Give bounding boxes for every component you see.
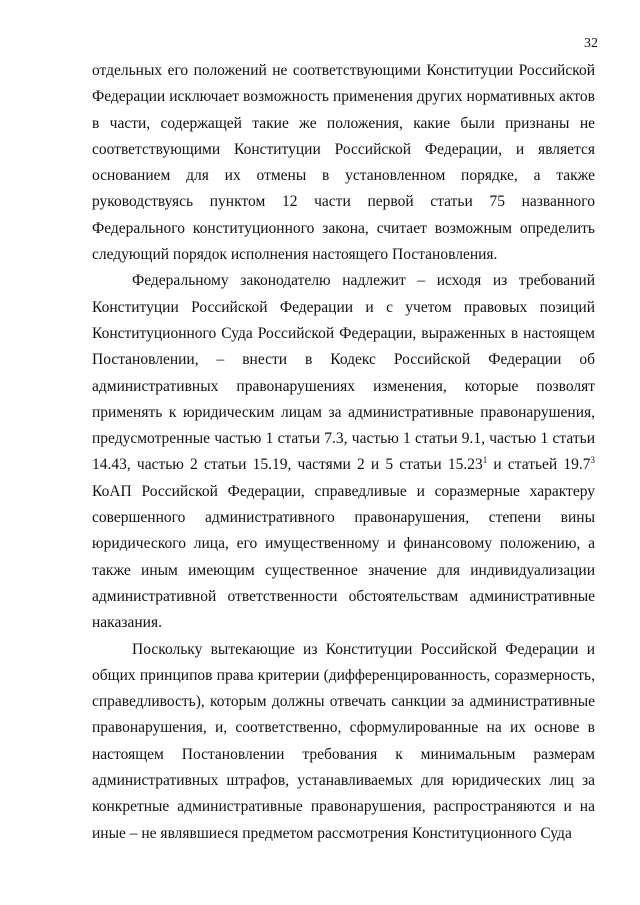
footnote-mark-3: 3 — [590, 455, 595, 466]
paragraph-3 — [92, 637, 595, 847]
paragraph-2 — [92, 268, 595, 636]
paragraph-3-text: Поскольку вытекающие из Конституции Российской Федерации и общих принципов права критерии (дифференцированность, соразмерность, справедливость), которым должны отвечать санкции за административные правонарушения, и, соответственно, сформулированные на их основе в настоящем Постановлении требования к минимальным размерам административных штрафов, устанавливаемых для юридических лиц за конкретные административные правонарушения, распространяются и на иные – не являвшиеся предметом рассмотрения Конституционного Суда — [92, 640, 595, 842]
paragraph-1 — [92, 58, 595, 268]
paragraph-2-text-c: КоАП Российской Федерации, справедливые и соразмерные характеру совершенного административного правонарушения, степени вины юридического лица, его имущественному и финансовому положению, а также иным имеющим существенное значение для индивидуализации административной ответственности обстоятельствам административные наказания. — [92, 482, 595, 632]
body-text — [92, 58, 595, 847]
paragraph-1-text: отдельных его положений не соответствующими Конституции Российской Федерации исключает возможность применения других нормативных актов в части, содержащей такие же положения, какие были признаны не соответствующими Конституции Российской Федерации, и является основанием для их отмены в установленном порядке, а также руководствуясь пунктом 12 части первой статьи 75 названного Федерального конституционного закона, считает возможным определить следующий порядок исполнения настоящего Постановления. — [92, 62, 595, 264]
footnote-mark-1: 1 — [482, 455, 488, 466]
paragraph-2-text-b: и статьей 19.7 — [487, 456, 591, 474]
paragraph-2-text-a: Федеральному законодателю надлежит – исходя из требований Конституции Российской Федерации и с учетом правовых позиций Конституционного Суда Российской Федерации, выраженных в настоящем Постановлении, – внести в Кодекс Российской Федерации об административных правонарушениях изменения, которые позволят применять к юридическим лицам за административные правонарушения, предусмотренные частью 1 статьи 7.3, частью 1 статьи 9.1, частью 1 статьи 14.43, частью 2 статьи 15.19, частями 2 и 5 статьи 15.23 — [92, 272, 595, 474]
page-number: 32 — [584, 36, 598, 51]
